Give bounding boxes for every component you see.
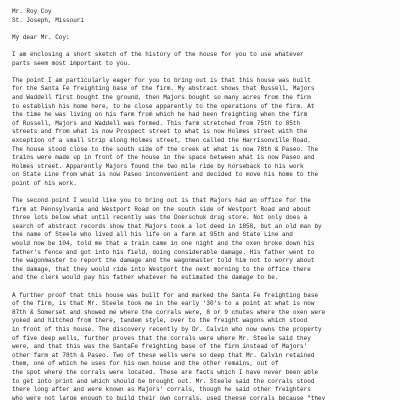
paragraph-line: point of his work. <box>12 179 77 187</box>
paragraph-line: search of abstract records show that Majors took a lot deed in 1858, but an old man by <box>12 222 322 230</box>
letter-paragraph <box>12 197 400 283</box>
paragraph-line: there long after and were known as Majors' corrals, though he said other freighters <box>12 386 311 394</box>
letter-paragraph <box>12 77 400 189</box>
paragraph-line: the damage, that they would ride into Westport the next morning to the office there <box>12 265 311 273</box>
paragraph-line: The second point I would like you to bring out is that Majors had an office for the <box>12 197 311 205</box>
paragraph-line: exception of a small strip along Holmes street, then called the Harrisonville Road. <box>12 136 311 144</box>
paragraph-line: of Russell, Majors and Waddell was formed. This farm stretched from 75th to 85th <box>12 119 301 127</box>
paragraph-line: the wagonmaster to report the damage and the wagonmaster told him not to worry about <box>12 257 315 265</box>
letter-paragraph <box>12 51 400 68</box>
paragraph-line: trains were made up in front of the house in the space between what is now Paseo and <box>12 154 315 162</box>
letter-paragraph <box>12 292 400 400</box>
paragraph-line: the name of Steele who lived all his life on a farm at 95th and State Line and <box>12 231 293 239</box>
paragraph-line: on State Line from what is now Paseo inconvenient and decided to move his home to the <box>12 171 319 179</box>
paragraph-line: 87th & Somerset and showed me where the corrals were, 8 or 9 chutes where the oxen were <box>12 308 326 316</box>
paragraph-line: yoked and hitched from there, tandem style, over to the freight wagons which stood <box>12 317 308 325</box>
paragraph-line: to establish his home here, to be close apparently to the operations of the firm. At <box>12 102 315 110</box>
paragraph-line: of five deep wells, further proves that the corrals were where Mr. Steele said they <box>12 334 311 342</box>
paragraph-line: A further proof that this house was built for and marked the Santa Fe freighting base <box>12 291 319 299</box>
paragraph-line: would now be 104, told me that a train came in one night and the oxen broke down his <box>12 240 315 248</box>
paragraph-line: father's fence and got into his field, doing considerable damage. His father went to <box>12 248 315 256</box>
paragraph-line: and Waddell first bought the ground, then Majors bought so many acres from the firm <box>12 93 311 101</box>
recipient-name: Mr. Roy Coy <box>12 8 52 15</box>
paragraph-line: in front of this house. The discovery recently by Dr. Calvin who now owns the property <box>12 325 322 333</box>
paragraph-line: the time he was living on his farm from which he had been freighting when the firm <box>12 111 308 119</box>
paragraph-line: Holmes street. Apparently Majors found the two mile ride by horseback to his work <box>12 162 304 170</box>
paragraph-line: The point I am particularly eager for you to bring out is that this house was built <box>12 76 311 84</box>
recipient-address <box>12 8 400 25</box>
paragraph-line: I am enclosing a short sketch of the history of the house for you to use whatever <box>12 50 304 58</box>
paragraph-line: the spot where the corrals were located. These are facts which I have never been able <box>12 368 319 376</box>
paragraph-line: to get into print and which should be brought out. Mr. Steele said the corrals stood <box>12 377 315 385</box>
paragraph-line: them, one of which he uses for his own house and the other remains, out of <box>12 360 279 368</box>
letter-body <box>12 8 400 400</box>
paragraph-line: were, and that this was the SantaFe freighting base of the firm instead of Majors' <box>12 343 308 351</box>
letter-paragraphs <box>12 51 400 400</box>
paragraph-line: of the firm, is that Mr. Steele took me in the early '30's to a point at what is now <box>12 300 315 308</box>
paragraph-line: and the clerk would pay his father whatever he estimated the damage to be. <box>12 274 279 282</box>
paragraph-line: who were not large enough to build their own corrals, used theese corrals because "they <box>12 394 326 400</box>
paragraph-line: other farm at 78th & Paseo. Two of these wells were so deep that Mr. Calvin retained <box>12 351 315 359</box>
paragraph-line: The house stood close to the south side of the creek at what is now 78th & Paseo. The <box>12 145 319 153</box>
recipient-city: St. Joseph, Missouri <box>12 16 85 24</box>
paragraph-line: three lots below what until recently was the Doerschuk drug store. Not only does a <box>12 214 308 222</box>
salutation: My dear Mr. Coy: <box>12 33 70 41</box>
paragraph-line: firm at Pennsylvania and Westport Road on the south side of Westport Road and about <box>12 205 311 213</box>
paragraph-line: parts seem most important to you. <box>12 59 131 67</box>
paragraph-line: streets and from what is now Prospect street to what is now Holmes street with the <box>12 128 308 136</box>
paragraph-line: for the Santa Fe freighting base of the firm. My abstract shows that Russell, Majors <box>12 85 315 93</box>
